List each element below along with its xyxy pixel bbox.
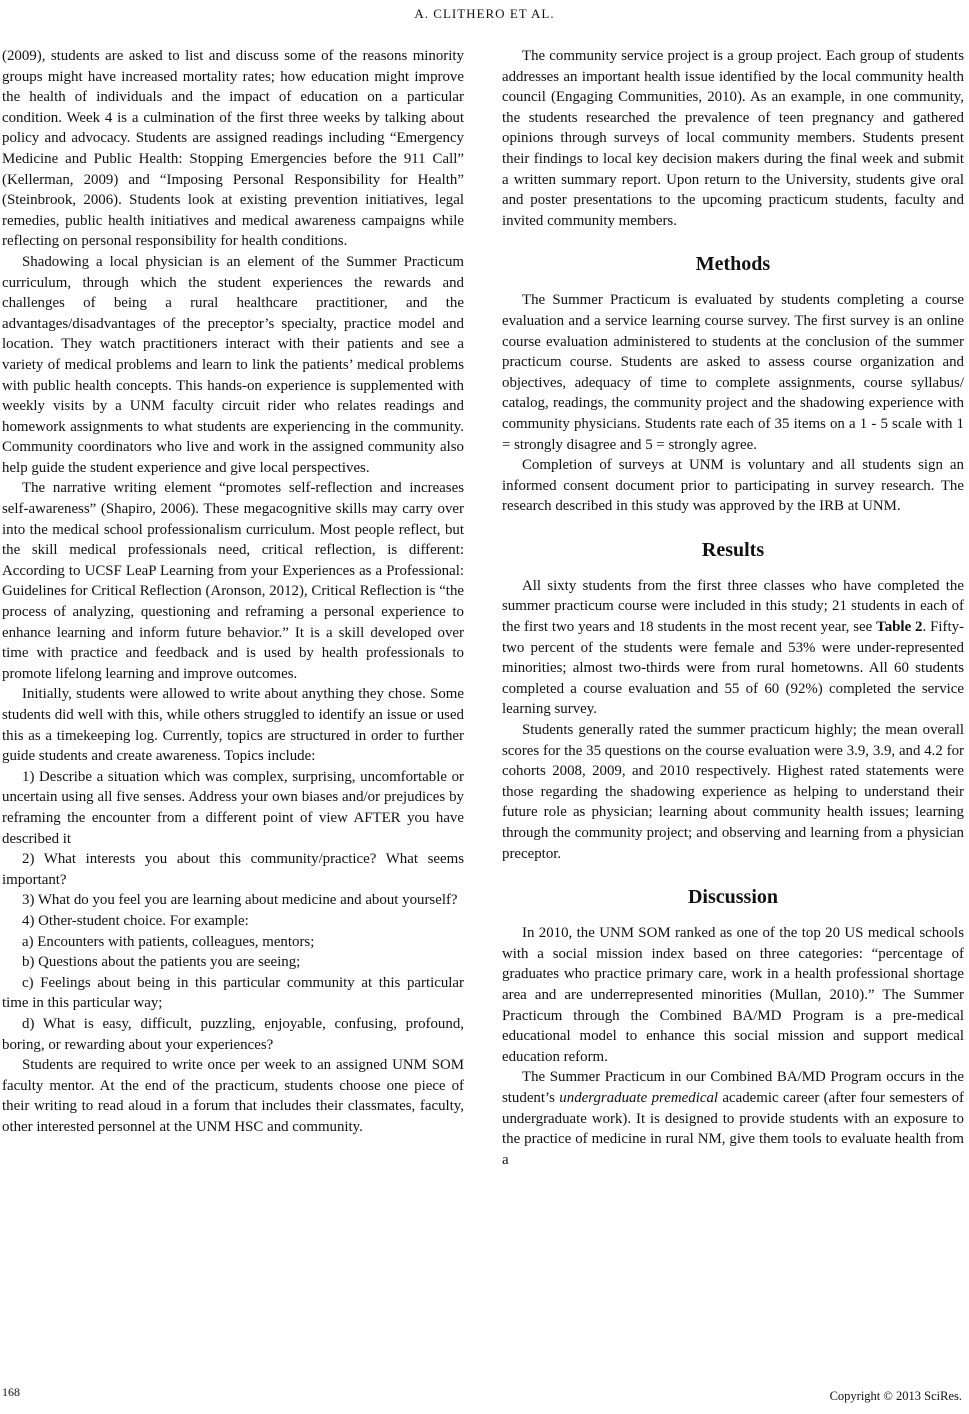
section-heading-results: Results [701,538,765,561]
emphasis-text: undergraduate premedical [559,1089,719,1106]
table-reference-link[interactable]: Table 2 [876,619,923,636]
topic-item: 3) What do you feel you are learning about medicine and about yourself? [22,892,458,909]
topic-subitem: b) Questions about the patients you are seeing; [22,954,301,971]
topic-subitem: d) What is easy, difficult, puzzling, enjoyable, confusing, profound, boring, or rewarding about your experiences? [2,1015,464,1053]
topic-subitem: c) Feelings about being in this particular community at this particular time in this particular way; [2,974,464,1012]
paragraph: Students generally rated the summer practicum highly; the mean overall scores for the 35 questions on the course evaluation were 3.9, 3.9, and 4.2 for cohorts 2008, 2009, and 2010 respectively. Highest rated statements were those regarding the shadowing experience as helping to understand their future role as physician; learning about community health issues; learning through the community project; and observing and learning from a physician preceptor. [502,722,964,862]
paragraph: Students are required to write once per week to an assigned UNM SOM faculty mentor. At the end of the practicum, students choose one piece of their writing to read aloud in a forum that includes their classmates, faculty, other interested personnel at the UNM HSC and community. [2,1057,464,1135]
left-column [2,46,464,1137]
paragraph: The narrative writing element “promotes self-reflection and increases self-awareness” (Shapiro, 2006). These megacognitive skills may carry over into the medical school professionalism curriculum. Most people reflect, but the skill medical professionals need, critical reflection, is different: According to UCSF LeaP Learning from your Experiences as a Professional: Guidelines for Critical Reflection (Aronson, 2012), Critical Reflection is “the process of analyzing, questioning and reframing a personal experience to enhance learning and inform future behavior.” It is a skill developed over time with practice and feedback and is used by health professionals to promote lifelong learning and improve outcomes. [2,480,464,682]
topic-subitem: a) Encounters with patients, colleagues, mentors; [22,933,315,950]
topic-item: 1) Describe a situation which was complex, surprising, uncomfortable or uncertain using all five senses. Address your own biases and/or prejudices by reframing the encounter from a different point of view AFTER you have described it [2,768,464,847]
running-header: A. CLITHERO ET AL. [414,6,555,21]
copyright-notice: Copyright © 2013 SciRes. [829,1389,962,1403]
paragraph: (2009), students are asked to list and discuss some of the reasons minority groups might have increased mortality rates; how education might improve the health of individuals and the impact of education on a particular condition. Week 4 is a culmination of the first three weeks by talking about policy and advocacy. Students are assigned readings including “Emergency Medicine and Public Health: Stopping Emergencies before the 911 Call” (Kellerman, 2009) and “Imposing Personal Responsibility for Health” (Steinbrook, 2006). Students look at existing prevention initiatives, legal remedies, public health initiatives and medical awareness campaigns while reflecting on personal responsibility for health conditions. [2,48,464,250]
paragraph: In 2010, the UNM SOM ranked as one of the top 20 US medical schools with a social mission index based on three categories: “percentage of graduates who practice primary care, work in a health professional shortage area and are underrepresented minorities (Mullan, 2010).” The Summer Practicum through the Combined BA/MD Program is a pre-medical educational model to enhance this social mission and support medical education reform. [502,925,964,1065]
text-run: The Summer Practicum in our Combined BA/MD Program occurs in the student’s [502,1069,964,1106]
text-run: All sixty students from the first three classes who have completed the summer practicum course were included in this study; 21 students in each of the first two years and 18 students in the most recent year, see [502,577,964,636]
paragraph: Completion of surveys at UNM is voluntary and all students sign an informed consent document prior to participating in survey research. The research described in this study was approved by the IRB at UNM. [502,457,964,515]
topic-item: 2) What interests you about this community/practice? What seems important? [2,851,464,888]
page-number: 168 [2,1385,20,1399]
right-column [502,46,964,1170]
text-run: academic career (after four semesters of undergraduate work). It is designed to provide students with an exposure to the practice of medicine in rural NM, give them tools to evaluate health from a [502,1089,964,1168]
paragraph: The community service project is a group project. Each group of students addresses an important health issue identified by the local community health council (Engaging Communities, 2010). As an example, in one community, the students researched the prevalence of teen pregnancy and gathered opinions through surveys of local community members. Students present their findings to local key decision makers during the final week and submit a written summary report. Upon return to the University, students give oral and poster presentations to the upcoming practicum students, faculty and invited community members. [502,48,964,229]
text-run: . Fifty-two percent of the students were female and 53% were under-represented minorities; almost two-thirds were from rural hometowns. All 60 students completed a course evaluation and 55 of 60 (92%) completed the service learning survey. [502,619,964,718]
paragraph: The Summer Practicum is evaluated by students completing a course evaluation and a service learning course survey. The first survey is an online course evaluation administered to students at the conclusion of the summer practicum course. Students are asked to assess course organization and objectives, adequacy of time to complete assignments, course syllabus/ catalog, readings, the community project and the shadowing experience with community physicians. Students rate each of 35 items on a 1 - 5 scale with 1 = strongly disagree and 5 = strongly agree. [502,292,964,453]
paragraph: Shadowing a local physician is an element of the Summer Practicum curriculum, through which the student experiences the rewards and challenges of being a rural healthcare practitioner, and the advantages/disadvantages of the preceptor’s specialty, practice model and location. They watch practitioners interact with their patients and see a variety of medical problems and learn to link the patients’ medical problems with public health concepts. This hands-on experience is supplemented with weekly visits by a UNM faculty circuit rider who relates readings and homework assignments to what students are experiencing in the community. Community coordinators who live and work in the assigned community also help guide the student experience and give local perspectives. [2,253,464,476]
paragraph [502,1067,964,1170]
section-heading-methods: Methods [695,253,771,276]
topic-item: 4) Other-student choice. For example: [22,912,249,929]
section-heading-discussion: Discussion [687,886,779,909]
paragraph [502,576,964,720]
paragraph: Initially, students were allowed to write about anything they chose. Some students did well with this, while others struggled to identify an issue or used this as a timekeeping log. Currently, topics are structured in order to further guide students and create awareness. Topics include: [2,686,464,765]
